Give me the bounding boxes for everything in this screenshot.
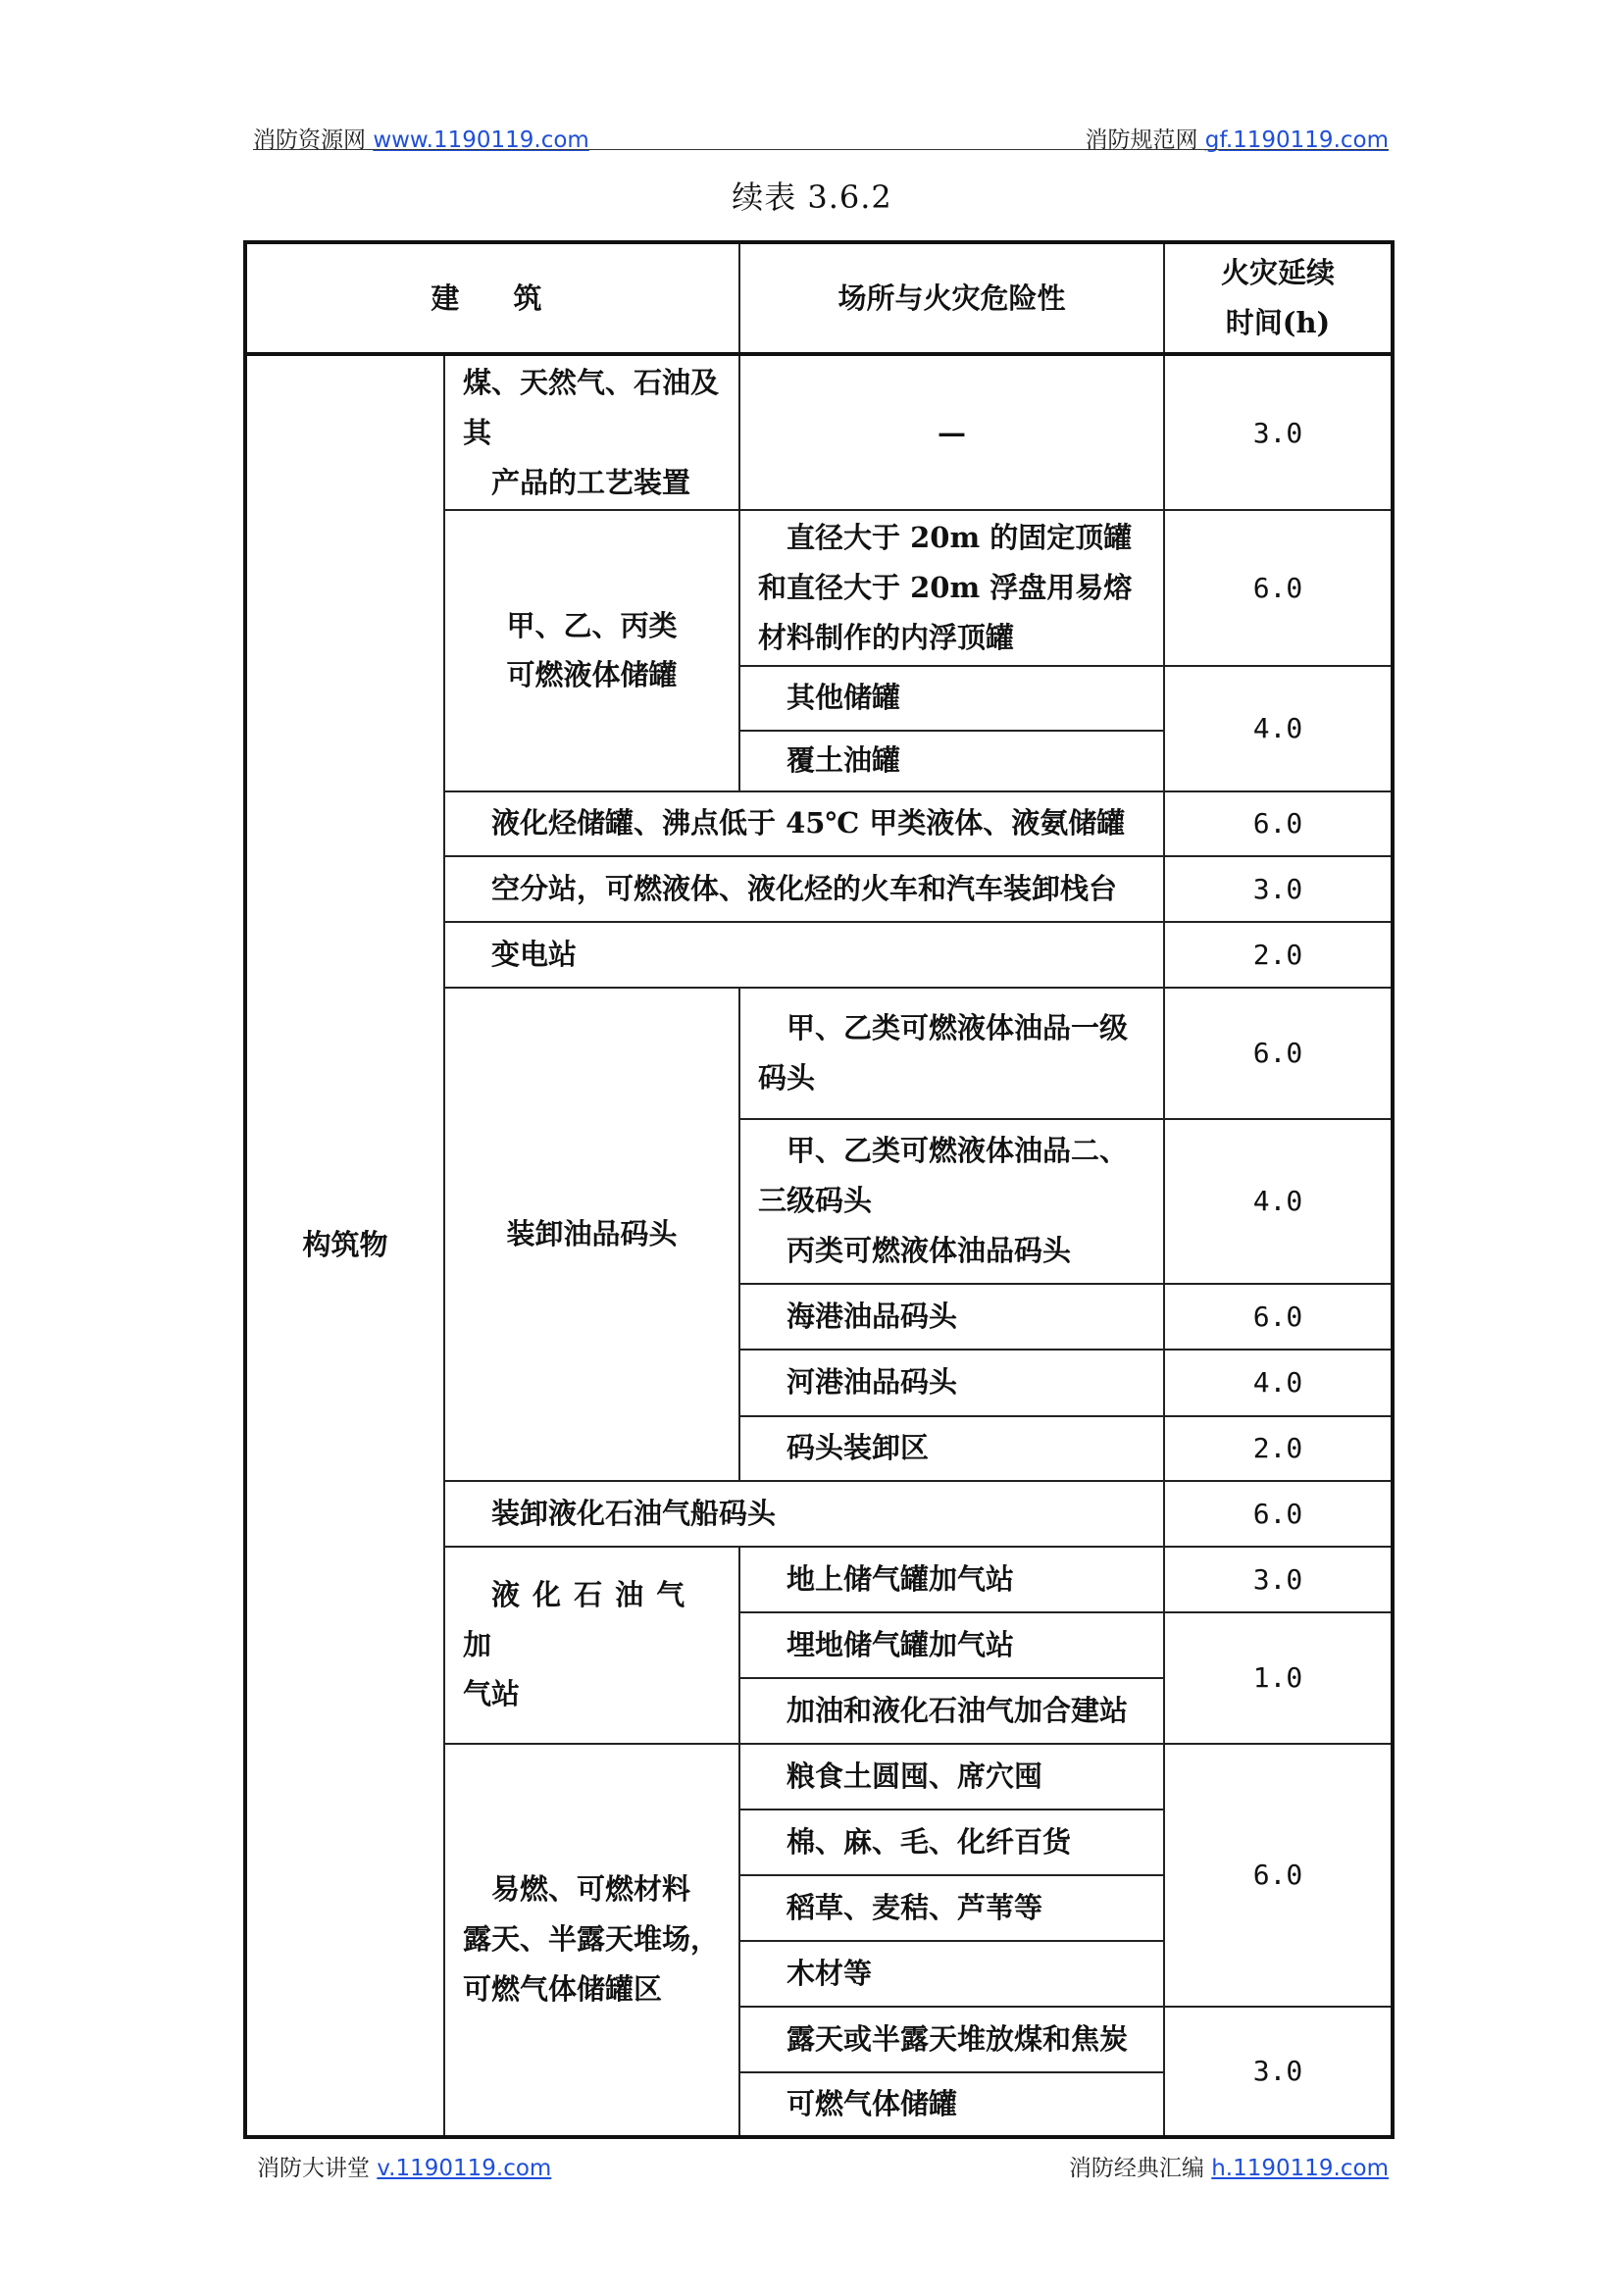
g1-name [444,354,739,510]
g8-name [444,1547,739,1744]
table-row [245,354,1393,510]
g8-r2-place: 埋地储气罐加气站 [739,1612,1164,1678]
g6-r5-value: 2.0 [1164,1416,1393,1481]
g4-value: 3.0 [1164,856,1393,922]
g9-r5-6-value: 3.0 [1164,2007,1393,2137]
g6-r2-line1: 甲、乙类可燃液体油品二、 [787,1134,1129,1168]
g9-r2-place: 棉、麻、毛、化纤百货 [739,1810,1164,1875]
col-header-building: 建 筑 [245,242,739,354]
g2-r1-value: 6.0 [1164,510,1393,665]
g8-r23-value: 1.0 [1164,1612,1393,1744]
footer-right-link[interactable]: h.1190119.com [1211,2156,1389,2181]
g6-r1-line2: 码头 [758,1060,816,1095]
table-caption: 续表 3.6.2 [732,178,892,216]
table-header-row [245,242,1393,354]
g2-name-line1: 甲、乙、丙类 [506,608,678,642]
g6-r4-place: 河港油品码头 [739,1350,1164,1416]
g6-r2-line3: 丙类可燃液体油品码头 [787,1233,1072,1267]
g2-r1-place [739,510,1164,665]
g9-r1-place: 粮食土圆囤、席穴囤 [739,1744,1164,1810]
g2-name-line2: 可燃液体储罐 [506,658,678,692]
col-header-place: 场所与火灾危险性 [739,242,1164,354]
g6-r1-value: 6.0 [1164,988,1393,1119]
header-divider [253,149,1389,150]
header-left-link[interactable]: www.1190119.com [373,127,589,153]
g6-r2-line2: 三级码头 [758,1184,873,1218]
g9-r1-4-value: 6.0 [1164,1744,1393,2007]
g9-name-line1: 易燃、可燃材料 [491,1872,691,1907]
g6-r2-place [739,1119,1164,1284]
g2-name [444,510,739,790]
g3-value: 6.0 [1164,791,1393,856]
col-header-duration [1164,242,1393,354]
g9-r5-place: 露天或半露天堆放煤和焦炭 [739,2007,1164,2072]
g9-name [444,1744,739,2137]
g9-r3-place: 稻草、麦秸、芦苇等 [739,1875,1164,1941]
col-header-duration-line1: 火灾延续 [1220,256,1335,290]
g6-r1-place [739,988,1164,1119]
g2-r23-value: 4.0 [1164,666,1393,791]
table-container [243,240,1391,2120]
group-label-structures: 构筑物 [245,354,444,2137]
g6-r3-value: 6.0 [1164,1284,1393,1350]
g5-name: 变电站 [444,922,1164,988]
g2-r1-line3: 材料制作的内浮顶罐 [758,620,1015,654]
g4-name: 空分站，可燃液体、液化烃的火车和汽车装卸栈台 [444,856,1164,922]
col-header-duration-line2: 时间(h) [1225,306,1331,339]
footer-left-label: 消防大讲堂 [257,2156,370,2181]
g8-name-line1: 液化石油气加 [463,1577,698,1661]
g7-value: 6.0 [1164,1481,1393,1547]
g8-r1-place: 地上储气罐加气站 [739,1547,1164,1612]
g7-name: 装卸液化石油气船码头 [444,1481,1164,1547]
g8-r1-value: 3.0 [1164,1547,1393,1612]
footer-right-label: 消防经典汇编 [1068,2156,1204,2181]
g1-value: 3.0 [1164,354,1393,510]
footer-left-link[interactable]: v.1190119.com [377,2156,552,2181]
fire-duration-table [243,240,1395,2139]
g3-name: 液化烃储罐、沸点低于 45℃ 甲类液体、液氨储罐 [444,791,1164,856]
g6-r2-value: 4.0 [1164,1119,1393,1284]
footer-left [257,2150,551,2182]
g6-r3-place: 海港油品码头 [739,1284,1164,1350]
g6-r1-line1: 甲、乙类可燃液体油品一级 [787,1010,1129,1045]
g9-name-line3: 可燃气体储罐区 [463,1971,663,2006]
g6-r4-value: 4.0 [1164,1350,1393,1416]
header-right-link[interactable]: gf.1190119.com [1204,127,1389,153]
g6-name: 装卸油品码头 [444,988,739,1481]
footer-right [1069,2150,1389,2182]
g1-name-line1: 煤、天然气、石油及其 [463,366,720,449]
g9-r4-place: 木材等 [739,1941,1164,2007]
g8-name-line2: 气站 [463,1677,521,1711]
header-right-label: 消防规范网 [1085,127,1198,153]
header-left-label: 消防资源网 [253,127,366,153]
g2-r1-line2: 和直径大于 20m 浮盘用易熔 [758,571,1133,604]
g5-value: 2.0 [1164,922,1393,988]
g2-r3-place: 覆土油罐 [739,731,1164,791]
g2-r1-line1: 直径大于 20m 的固定顶罐 [787,521,1133,555]
g1-name-line2: 产品的工艺装置 [491,465,691,499]
g8-r3-place: 加油和液化石油气加合建站 [739,1678,1164,1744]
g1-place: — [739,354,1164,510]
g9-name-line2: 露天、半露天堆场， [463,1922,720,1957]
g6-r5-place: 码头装卸区 [739,1416,1164,1481]
g2-r2-place: 其他储罐 [739,666,1164,731]
g9-r6-place: 可燃气体储罐 [739,2072,1164,2137]
